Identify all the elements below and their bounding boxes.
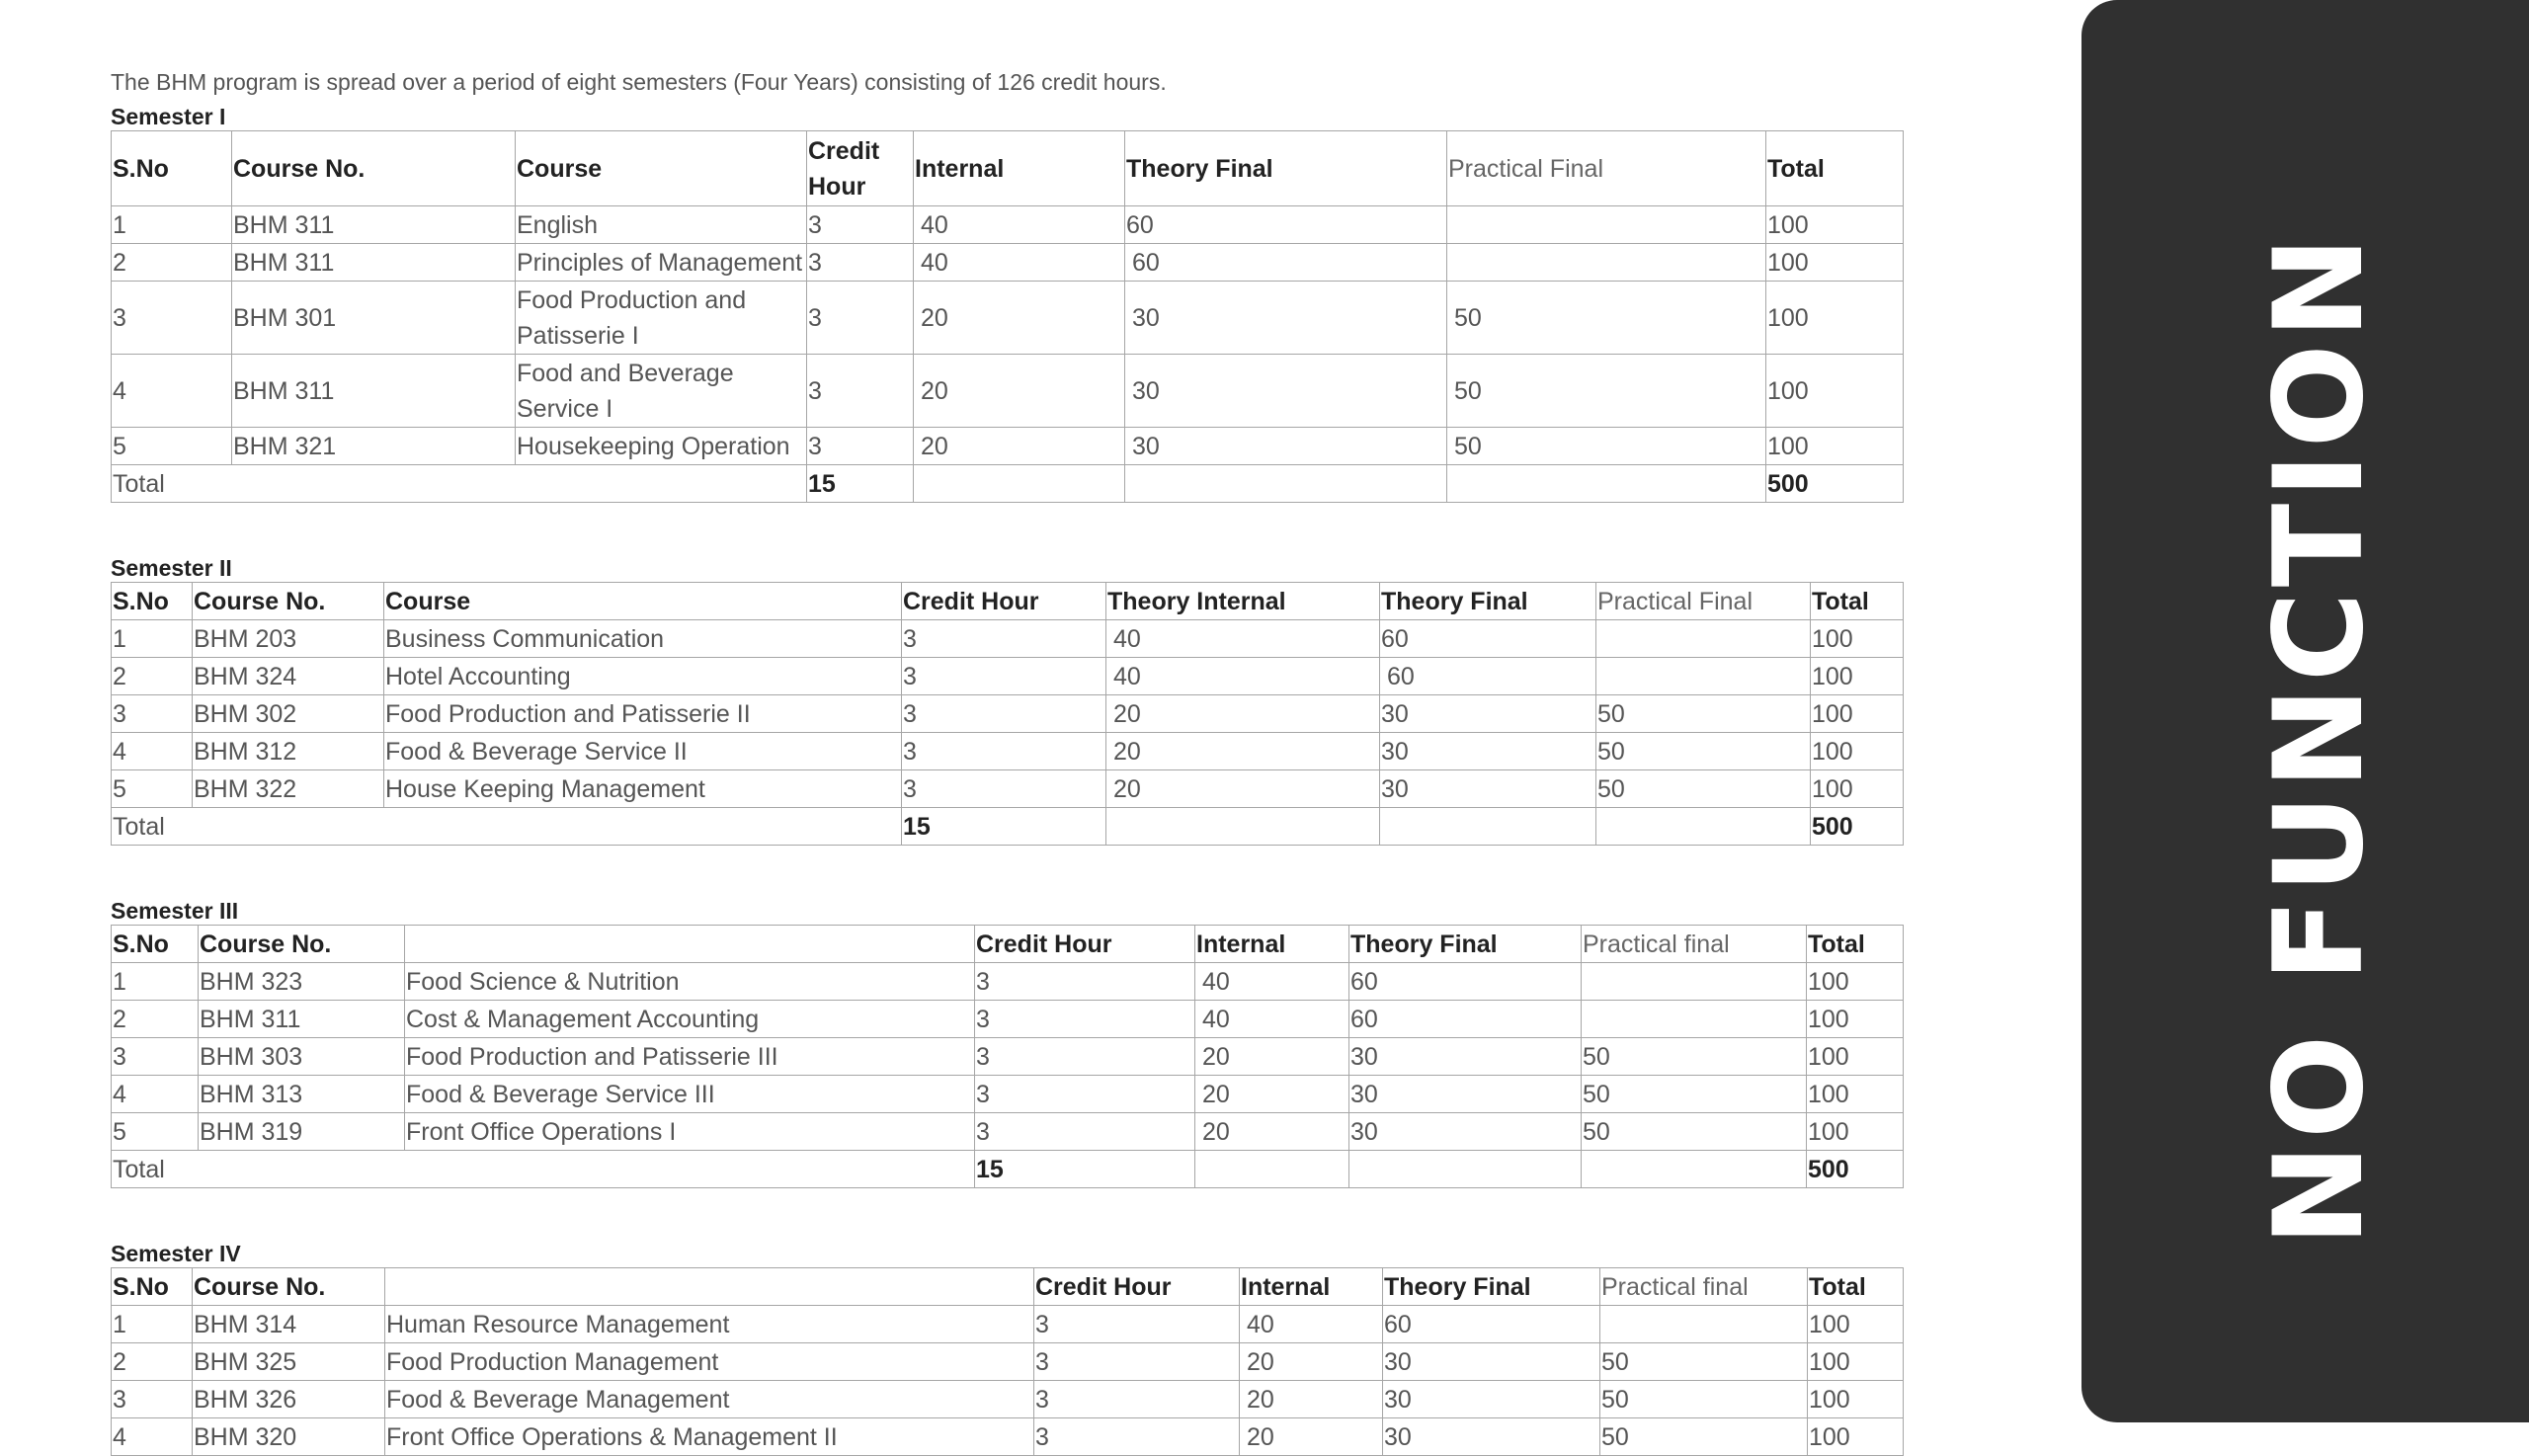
table-cell — [1596, 620, 1811, 658]
table-cell: 40 — [914, 244, 1125, 282]
table-cell: 60 — [1383, 1306, 1600, 1343]
table-cell: 30 — [1380, 733, 1596, 770]
program-intro: The BHM program is spread over a period of eight semesters (Four Years) consisting of 126 credit hours. — [111, 69, 1167, 95]
table-cell: 30 — [1125, 428, 1447, 465]
table-cell: 3 — [975, 1113, 1195, 1151]
table-cell: 100 — [1807, 1001, 1904, 1038]
table-cell: 100 — [1807, 1038, 1904, 1076]
document-body — [111, 61, 1903, 1451]
table-cell: Front Office Operations I — [405, 1113, 975, 1151]
table-cell: Human Resource Management — [385, 1306, 1034, 1343]
table-cell: House Keeping Management — [384, 770, 902, 808]
table-cell: 5 — [112, 1113, 199, 1151]
table-cell: 100 — [1811, 695, 1904, 733]
table-cell: Food & Beverage Service II — [384, 733, 902, 770]
table-cell: 20 — [914, 282, 1125, 355]
header-cell — [385, 1268, 1034, 1306]
table-cell: Food Production Management — [385, 1343, 1034, 1381]
table-cell: 40 — [1240, 1306, 1383, 1343]
table-cell: 50 — [1447, 355, 1766, 428]
table-cell: 100 — [1811, 658, 1904, 695]
table-cell: BHM 311 — [232, 244, 516, 282]
table-cell: 1 — [112, 963, 199, 1001]
table-cell: 3 — [112, 1381, 193, 1418]
table-cell: 50 — [1600, 1418, 1808, 1456]
table-cell: Food Science & Nutrition — [405, 963, 975, 1001]
table-cell — [1125, 465, 1447, 503]
table-cell: BHM 311 — [232, 206, 516, 244]
total-marks: 500 — [1807, 1151, 1904, 1188]
header-cell: Credit Hour — [1034, 1268, 1240, 1306]
header-cell: Course No. — [199, 926, 405, 963]
table-row — [112, 770, 1904, 808]
table-cell: Cost & Management Accounting — [405, 1001, 975, 1038]
table-row — [112, 282, 1904, 355]
header-cell: Theory Internal — [1106, 583, 1380, 620]
header-cell: S.No — [112, 926, 199, 963]
table-cell: 100 — [1766, 355, 1904, 428]
table-row — [112, 658, 1904, 695]
table-cell: 100 — [1766, 282, 1904, 355]
table-cell: 100 — [1807, 1113, 1904, 1151]
table-cell: 100 — [1808, 1381, 1904, 1418]
table-cell: Principles of Management — [516, 244, 807, 282]
table-cell: 40 — [1195, 963, 1349, 1001]
table-cell: Business Communication — [384, 620, 902, 658]
table-cell: 100 — [1811, 733, 1904, 770]
table-cell: 50 — [1600, 1343, 1808, 1381]
table-cell: 20 — [1195, 1113, 1349, 1151]
table-cell: 1 — [112, 206, 232, 244]
table-cell: 30 — [1383, 1418, 1600, 1456]
table-cell: 100 — [1766, 428, 1904, 465]
table-cell: 3 — [112, 282, 232, 355]
table-cell: BHM 312 — [193, 733, 384, 770]
header-cell: Course No. — [193, 1268, 385, 1306]
table-cell: 50 — [1596, 733, 1811, 770]
table-header-row — [112, 1268, 1904, 1306]
table-cell: 3 — [902, 770, 1106, 808]
table-cell — [914, 465, 1125, 503]
table-cell: 60 — [1380, 620, 1596, 658]
table-cell: 100 — [1811, 620, 1904, 658]
header-cell: Credit Hour — [807, 131, 914, 206]
table-cell: 40 — [1106, 620, 1380, 658]
table-cell: 3 — [1034, 1343, 1240, 1381]
table-cell: 50 — [1596, 770, 1811, 808]
header-cell: Total — [1807, 926, 1904, 963]
header-cell: Course No. — [193, 583, 384, 620]
header-cell — [405, 926, 975, 963]
header-cell: S.No — [112, 131, 232, 206]
table-cell: 3 — [975, 1001, 1195, 1038]
table-cell: BHM 324 — [193, 658, 384, 695]
table-cell: BHM 302 — [193, 695, 384, 733]
table-cell: 3 — [975, 1038, 1195, 1076]
table-cell — [1582, 963, 1807, 1001]
table-cell — [1380, 808, 1596, 846]
table-row — [112, 1343, 1904, 1381]
table-row — [112, 733, 1904, 770]
table-cell: Food & Beverage Management — [385, 1381, 1034, 1418]
total-credit: 15 — [807, 465, 914, 503]
table-cell: 50 — [1447, 428, 1766, 465]
table-cell — [1600, 1306, 1808, 1343]
semester-3-heading: Semester III — [111, 898, 239, 924]
table-cell: 30 — [1380, 695, 1596, 733]
table-cell: BHM 323 — [199, 963, 405, 1001]
table-cell: 3 — [902, 658, 1106, 695]
table-cell — [1447, 465, 1766, 503]
table-cell: 20 — [1240, 1343, 1383, 1381]
table-cell: 40 — [1195, 1001, 1349, 1038]
table-cell: 3 — [1034, 1381, 1240, 1418]
table-cell: 50 — [1582, 1038, 1807, 1076]
table-cell: 30 — [1125, 355, 1447, 428]
table-cell: 3 — [112, 1038, 199, 1076]
table-cell: 20 — [914, 428, 1125, 465]
table-cell: 100 — [1811, 770, 1904, 808]
table-cell: 60 — [1125, 244, 1447, 282]
table-cell: 30 — [1349, 1038, 1582, 1076]
table-cell: 3 — [807, 244, 914, 282]
table-total-row — [112, 1151, 1904, 1188]
table-cell: 100 — [1808, 1343, 1904, 1381]
table-cell: 30 — [1383, 1381, 1600, 1418]
table-cell: Food Production and Patisserie I — [516, 282, 807, 355]
table-cell — [1349, 1151, 1582, 1188]
table-cell: 3 — [112, 695, 193, 733]
semester-4-table — [111, 1267, 1904, 1456]
table-cell — [1106, 808, 1380, 846]
table-row — [112, 1113, 1904, 1151]
table-cell: 40 — [1106, 658, 1380, 695]
table-cell: 30 — [1383, 1343, 1600, 1381]
table-cell: 4 — [112, 355, 232, 428]
semester-2-table — [111, 582, 1904, 846]
header-cell: Course No. — [232, 131, 516, 206]
header-cell: Credit Hour — [975, 926, 1195, 963]
table-cell: English — [516, 206, 807, 244]
table-cell: 100 — [1808, 1418, 1904, 1456]
table-cell: 20 — [1240, 1381, 1383, 1418]
table-cell: 4 — [112, 1418, 193, 1456]
table-cell: BHM 326 — [193, 1381, 385, 1418]
table-cell: 100 — [1808, 1306, 1904, 1343]
table-cell: 3 — [975, 1076, 1195, 1113]
table-cell: 3 — [807, 206, 914, 244]
header-cell: Total — [1808, 1268, 1904, 1306]
table-cell: Food & Beverage Service III — [405, 1076, 975, 1113]
table-cell: 50 — [1582, 1113, 1807, 1151]
table-cell — [1582, 1001, 1807, 1038]
table-cell: 60 — [1349, 963, 1582, 1001]
table-cell: Food Production and Patisserie III — [405, 1038, 975, 1076]
table-cell: 40 — [914, 206, 1125, 244]
header-cell: Theory Final — [1383, 1268, 1600, 1306]
header-cell: Practical final — [1582, 926, 1807, 963]
table-cell: 3 — [1034, 1306, 1240, 1343]
table-cell: 60 — [1380, 658, 1596, 695]
table-cell: 3 — [902, 695, 1106, 733]
table-cell: 50 — [1596, 695, 1811, 733]
total-credit: 15 — [975, 1151, 1195, 1188]
table-cell: 20 — [914, 355, 1125, 428]
header-cell: Theory Final — [1125, 131, 1447, 206]
header-cell: Internal — [1195, 926, 1349, 963]
table-cell — [1195, 1151, 1349, 1188]
table-cell: 50 — [1600, 1381, 1808, 1418]
header-cell: Practical Final — [1596, 583, 1811, 620]
table-row — [112, 206, 1904, 244]
header-cell: Practical Final — [1447, 131, 1766, 206]
table-cell: BHM 325 — [193, 1343, 385, 1381]
table-cell: 3 — [807, 282, 914, 355]
table-row — [112, 1381, 1904, 1418]
table-cell: 2 — [112, 658, 193, 695]
total-label: Total — [112, 465, 807, 503]
total-credit: 15 — [902, 808, 1106, 846]
header-cell: Total — [1766, 131, 1904, 206]
table-cell: 30 — [1349, 1076, 1582, 1113]
header-cell: S.No — [112, 1268, 193, 1306]
table-cell: BHM 311 — [232, 355, 516, 428]
table-header-row — [112, 131, 1904, 206]
table-row — [112, 1038, 1904, 1076]
table-cell: Front Office Operations & Management II — [385, 1418, 1034, 1456]
header-cell: Course — [384, 583, 902, 620]
header-cell: Course — [516, 131, 807, 206]
table-cell: BHM 203 — [193, 620, 384, 658]
header-cell: Total — [1811, 583, 1904, 620]
header-cell: Practical final — [1600, 1268, 1808, 1306]
table-row — [112, 244, 1904, 282]
table-cell: 100 — [1766, 244, 1904, 282]
table-row — [112, 1076, 1904, 1113]
table-cell: 20 — [1106, 770, 1380, 808]
table-cell — [1596, 808, 1811, 846]
table-cell: 20 — [1106, 733, 1380, 770]
semester-1-heading: Semester I — [111, 104, 226, 129]
table-cell: 3 — [902, 620, 1106, 658]
header-cell: Theory Final — [1349, 926, 1582, 963]
table-cell: BHM 322 — [193, 770, 384, 808]
table-cell: 2 — [112, 1001, 199, 1038]
semester-3-table — [111, 925, 1904, 1188]
table-cell: BHM 313 — [199, 1076, 405, 1113]
table-cell: 20 — [1195, 1038, 1349, 1076]
table-cell: 50 — [1582, 1076, 1807, 1113]
table-total-row — [112, 465, 1904, 503]
table-cell: 4 — [112, 733, 193, 770]
table-cell: 3 — [902, 733, 1106, 770]
table-row — [112, 620, 1904, 658]
table-cell: 100 — [1807, 1076, 1904, 1113]
table-cell — [1596, 658, 1811, 695]
table-cell: Hotel Accounting — [384, 658, 902, 695]
table-cell: 50 — [1447, 282, 1766, 355]
semester-4-heading: Semester IV — [111, 1241, 241, 1266]
table-cell: 100 — [1766, 206, 1904, 244]
total-marks: 500 — [1766, 465, 1904, 503]
total-label: Total — [112, 1151, 975, 1188]
table-cell: 1 — [112, 1306, 193, 1343]
table-cell: 30 — [1125, 282, 1447, 355]
table-cell — [1447, 206, 1766, 244]
table-cell: BHM 319 — [199, 1113, 405, 1151]
table-cell: BHM 321 — [232, 428, 516, 465]
table-cell: 3 — [975, 963, 1195, 1001]
table-cell — [1447, 244, 1766, 282]
table-cell: 2 — [112, 244, 232, 282]
table-row — [112, 1001, 1904, 1038]
total-marks: 500 — [1811, 808, 1904, 846]
table-cell: 3 — [807, 355, 914, 428]
table-cell: Food Production and Patisserie II — [384, 695, 902, 733]
table-row — [112, 355, 1904, 428]
table-cell: 2 — [112, 1343, 193, 1381]
side-banner-text: NO FUNCTION — [2248, 231, 2391, 1247]
table-row — [112, 963, 1904, 1001]
header-cell: Internal — [1240, 1268, 1383, 1306]
table-cell: Housekeeping Operation — [516, 428, 807, 465]
table-cell: 5 — [112, 428, 232, 465]
table-cell: 100 — [1807, 963, 1904, 1001]
table-total-row — [112, 808, 1904, 846]
table-row — [112, 1418, 1904, 1456]
table-cell: Food and Beverage Service I — [516, 355, 807, 428]
table-cell: 1 — [112, 620, 193, 658]
table-cell: BHM 314 — [193, 1306, 385, 1343]
table-row — [112, 428, 1904, 465]
table-header-row — [112, 926, 1904, 963]
total-label: Total — [112, 808, 902, 846]
table-cell: 60 — [1125, 206, 1447, 244]
table-cell: 3 — [1034, 1418, 1240, 1456]
header-cell: Internal — [914, 131, 1125, 206]
table-cell: BHM 303 — [199, 1038, 405, 1076]
semester-2-heading: Semester II — [111, 555, 232, 581]
table-cell: 30 — [1380, 770, 1596, 808]
table-cell: 20 — [1240, 1418, 1383, 1456]
table-cell: 60 — [1349, 1001, 1582, 1038]
table-cell: BHM 301 — [232, 282, 516, 355]
table-header-row — [112, 583, 1904, 620]
table-cell: 3 — [807, 428, 914, 465]
header-cell: S.No — [112, 583, 193, 620]
table-cell: 5 — [112, 770, 193, 808]
header-cell: Credit Hour — [902, 583, 1106, 620]
semester-1-table — [111, 130, 1904, 503]
table-row — [112, 695, 1904, 733]
table-cell: 20 — [1106, 695, 1380, 733]
table-cell: 20 — [1195, 1076, 1349, 1113]
table-cell: 4 — [112, 1076, 199, 1113]
header-cell: Theory Final — [1380, 583, 1596, 620]
table-cell — [1582, 1151, 1807, 1188]
table-cell: BHM 320 — [193, 1418, 385, 1456]
table-cell: BHM 311 — [199, 1001, 405, 1038]
table-row — [112, 1306, 1904, 1343]
table-cell: 30 — [1349, 1113, 1582, 1151]
